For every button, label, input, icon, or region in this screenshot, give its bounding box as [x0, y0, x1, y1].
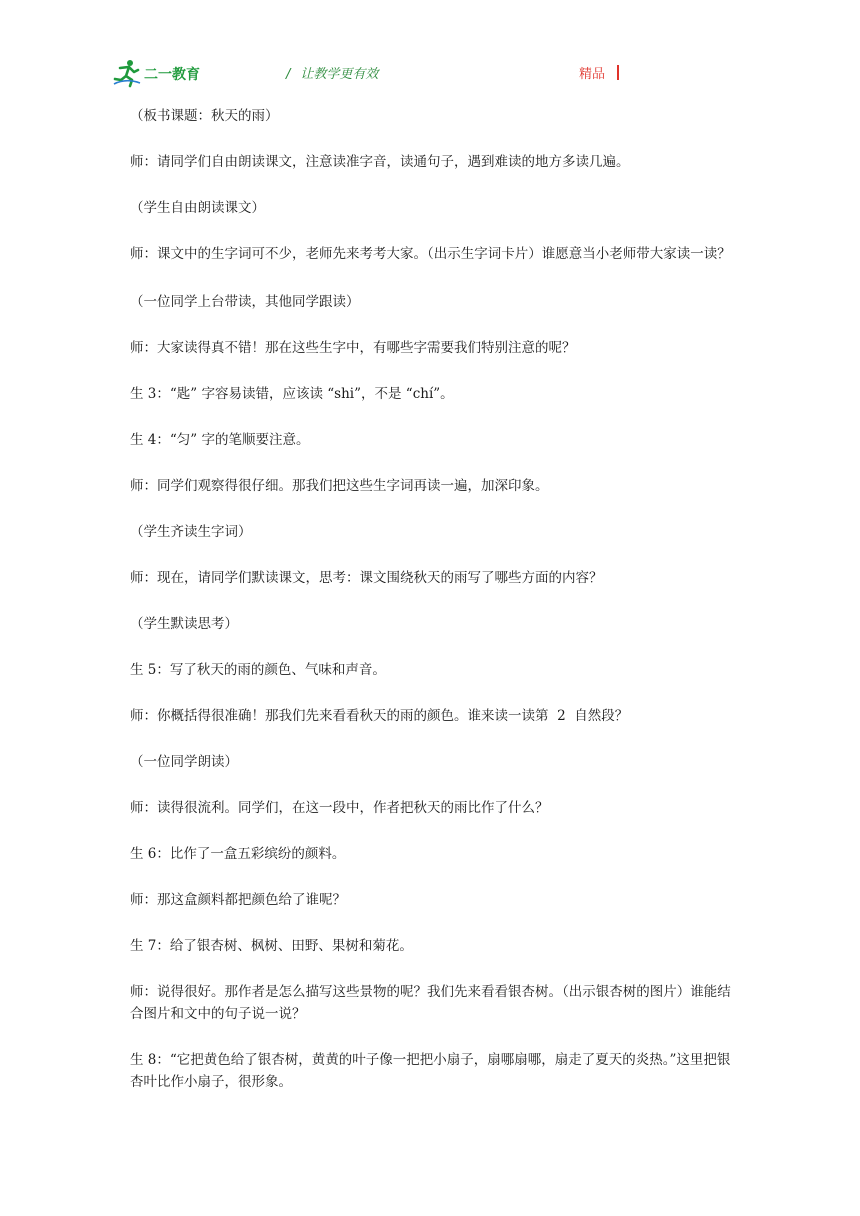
document-body — [130, 105, 740, 1093]
page-header — [0, 0, 860, 100]
paragraph: 师：请同学们自由朗读课文，注意读准字音，读通句子，遇到难读的地方多读几遍。 — [130, 154, 630, 170]
paragraph: 师：那这盒颜料都把颜色给了谁呢？ — [130, 892, 346, 908]
slogan-slash: / — [286, 67, 291, 82]
paragraph: 生 7：给了银杏树、枫树、田野、果树和菊花。 — [130, 938, 413, 954]
paragraph: 师：读得很流利。同学们，在这一段中，作者把秋天的雨比作了什么？ — [130, 800, 549, 816]
runner-logo-icon — [112, 58, 142, 88]
paragraph: （学生自由朗读课文） — [130, 200, 265, 216]
paragraph: 生 8：“它把黄色给了银杏树，黄黄的叶子像一把把小扇子，扇哪扇哪，扇走了夏天的炎热。”这里把银杏叶比作小扇子，很形象。 — [130, 1052, 731, 1090]
logo — [112, 58, 222, 92]
paragraph: （板书课题：秋天的雨） — [130, 108, 279, 124]
header-slogan — [286, 63, 378, 82]
paragraph: 生 4：“匀” 字的笔顺要注意。 — [130, 432, 310, 448]
paragraph: 师：同学们观察得很仔细。那我们把这些生字词再读一遍，加深印象。 — [130, 478, 549, 494]
logo-text: 二一教育 — [144, 67, 200, 83]
badge-text: 精品 — [579, 67, 606, 82]
paragraph: （学生齐读生字词） — [130, 524, 252, 540]
slogan-text: 让教学更有效 — [300, 67, 379, 82]
paragraph: （一位同学上台带读，其他同学跟读） — [130, 294, 360, 310]
paragraph: 生 5：写了秋天的雨的颜色、气味和声音。 — [130, 662, 386, 678]
paragraph: 生 6：比作了一盒五彩缤纷的颜料。 — [130, 846, 346, 862]
paragraph: 师：大家读得真不错！那在这些生字中，有哪些字需要我们特别注意的呢？ — [130, 340, 576, 356]
paragraph: （一位同学朗读） — [130, 754, 238, 770]
paragraph: 师：你概括得很准确！那我们先来看看秋天的雨的颜色。谁来读一读第 2 自然段？ — [130, 708, 629, 724]
paragraph: 师：课文中的生字词可不少，老师先来考考大家。（出示生字词卡片）谁愿意当小老师带大家读一读？ — [130, 246, 731, 262]
paragraph: 生 3：“匙” 字容易读错，应该读 “shi”，不是 “chí”。 — [130, 386, 454, 402]
badge-divider — [617, 65, 619, 80]
quality-badge — [579, 63, 619, 82]
paragraph: 师：现在，请同学们默读课文，思考：课文围绕秋天的雨写了哪些方面的内容？ — [130, 570, 603, 586]
paragraph: （学生默读思考） — [130, 616, 238, 632]
paragraph: 师：说得很好。那作者是怎么描写这些景物的呢？我们先来看看银杏树。（出示银杏树的图片）谁能结合图片和文中的句子说一说？ — [130, 984, 731, 1022]
